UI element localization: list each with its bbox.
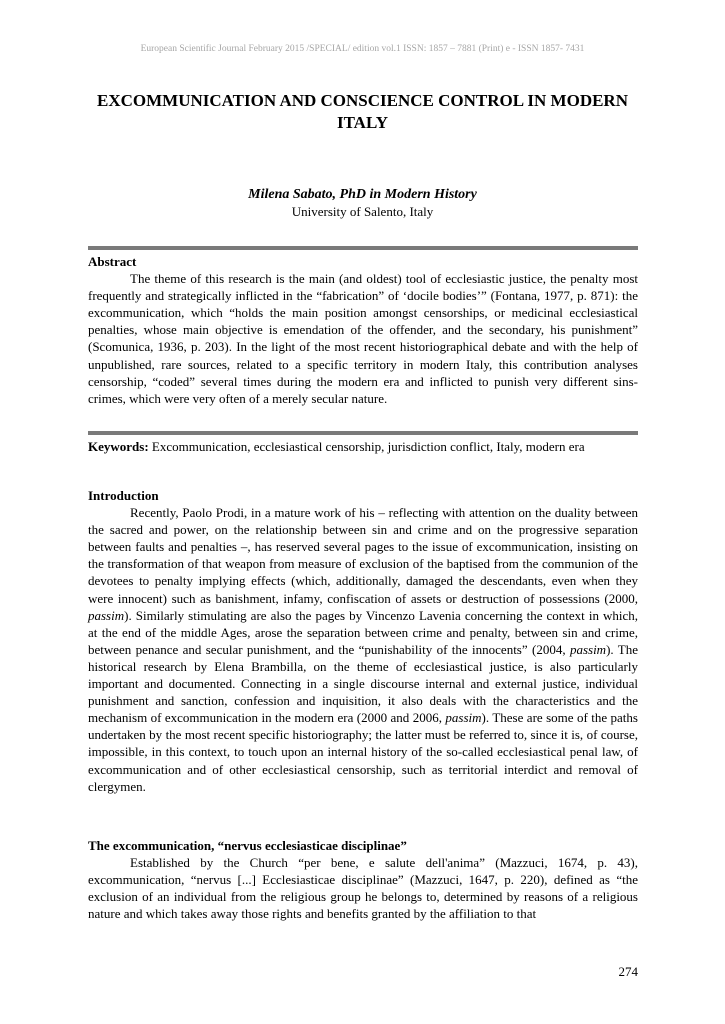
intro-segment-2: ). Similarly stimulating are also the pages by Vincenzo Lavenia concerning the context in which, at the end of the middle Ages, arose the separation between crime and penalty, between sin and crime, between penance and secular punishment, and the “punishability of the innocents” (2004, bbox=[88, 607, 638, 657]
intro-segment-3: ). The historical research by Elena Brambilla, on the theme of ecclesiastical justice, is also particularly important and documented. Connecting in a single discourse internal and external justice, individual punishment and sanction, confession and inquisition, it also deals with the characteristics and the mechanism of excommunication in the modern era (2000 and 2006, bbox=[88, 641, 638, 726]
abstract-heading: Abstract bbox=[88, 254, 137, 269]
abstract-section bbox=[88, 253, 638, 407]
running-header: European Scientific Journal February 2015 /SPECIAL/ edition vol.1 ISSN: 1857 – 7881 (Print) e - ISSN 1857- 7431 bbox=[140, 44, 585, 54]
keywords-section bbox=[88, 438, 638, 455]
author-affiliation: University of Salento, Italy bbox=[291, 204, 434, 219]
intro-segment-4: ). These are some of the paths undertaken by the most recent specific historiography; the latter must be referred to, since it is, of course, impossible, in this context, to touch upon an internal history of the so-called ecclesiastical penal law, of excommunication and of other ecclesiastical censorship, such as territorial interdict and removal of clergymen. bbox=[88, 710, 638, 794]
intro-passim-3: passim bbox=[445, 710, 482, 726]
intro-passim-2: passim bbox=[569, 641, 607, 657]
introduction-section bbox=[88, 487, 638, 795]
intro-segment-1: Recently, Paolo Prodi, in a mature work of his – reflecting with attention on the duality between the sacred and power, on the relationship between sin and crime and on the progressive separation between faults and penalties –, has reserved several pages to the issue of excommunication, insisting on the transformation of that weapon from measure of exclusion of the baptised from the communion of the devotees to penalty implying effects (which, additionally, damaged the descendants, even when they were innocent) such as banishment, infamy, confiscation of assets or destruction of possessions (2000, bbox=[88, 505, 638, 606]
introduction-heading: Introduction bbox=[88, 488, 159, 503]
abstract-top-rule bbox=[88, 246, 638, 250]
author-name: Milena Sabato, PhD in Modern History bbox=[248, 187, 477, 202]
section2-heading: The excommunication, “nervus ecclesiasticae disciplinae” bbox=[88, 838, 407, 853]
abstract-bottom-rule bbox=[88, 431, 638, 435]
section2-text: Established by the Church “per bene, e salute dell'anima” (Mazzuci, 1674, p. 43), excommunication, “nervus [...] Ecclesiasticae disciplinae” (Mazzuci, 1647, p. 220), defined as “the exclusion of an individual from the religious group he belongs to, determined by reasons of a religious nature and which takes away those rights and benefits granted by the affiliation to that bbox=[88, 855, 638, 922]
page-number: 274 bbox=[618, 964, 638, 979]
keywords-text: Excommunication, ecclesiastical censorship, jurisdiction conflict, Italy, modern era bbox=[151, 439, 585, 454]
excommunication-section bbox=[88, 837, 638, 922]
paper-title: EXCOMMUNICATION AND CONSCIENCE CONTROL IN MODERN ITALY bbox=[97, 91, 628, 132]
introduction-text bbox=[88, 504, 638, 795]
intro-passim-1: passim bbox=[88, 607, 125, 623]
keywords-label: Keywords: bbox=[88, 439, 149, 454]
abstract-text: The theme of this research is the main (and oldest) tool of ecclesiastic justice, the penalty most frequently and strategically inflicted in the “fabrication” of ‘docile bodies’” (Fontana, 1977, p. 871): the excommunication, which “holds the main position amongst censorships, or medicinal ecclesiastical penalties, whose main objective is emendation of the offender, and the secondary, his punishment” (Scomunica, 1936, p. 203). In the light of the most recent historiographical debate and with the help of unpublished, rare sources, related to a specific territory in modern Italy, this contribution analyses censorship, “coded” several times during the modern era and inflicted to punish very different sins-crimes, which were very often of a merely secular nature. bbox=[88, 271, 638, 406]
